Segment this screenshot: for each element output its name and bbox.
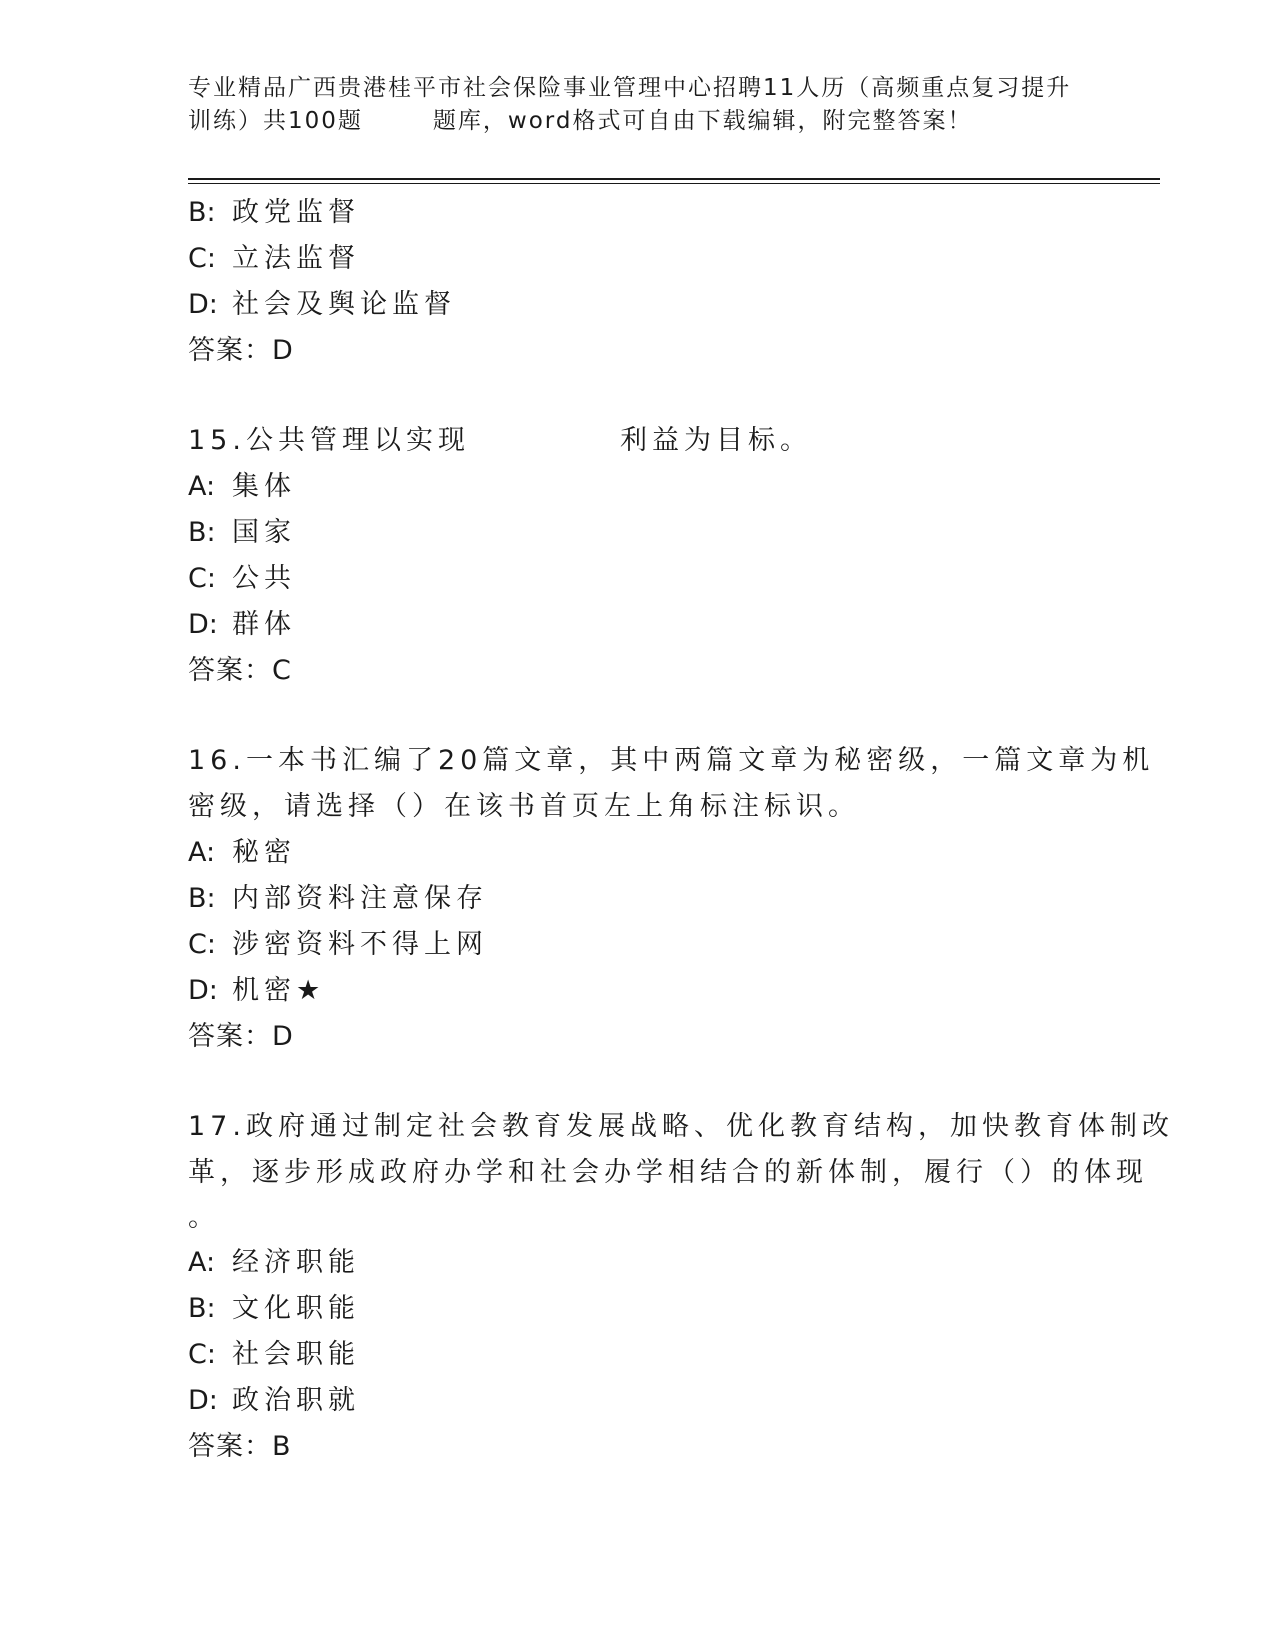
header-rule-thick — [188, 178, 1160, 180]
question-block-17 — [188, 1104, 1174, 1470]
option-text: 集体 — [232, 471, 296, 502]
option-c — [188, 556, 1088, 602]
option-letter: B: — [188, 517, 216, 548]
option-b — [188, 876, 1088, 922]
option-text: 涉密资料不得上网 — [232, 929, 488, 960]
answer-value: C — [272, 655, 291, 686]
answer-line — [188, 1014, 1088, 1060]
question-text-line-3: 。 — [188, 1202, 220, 1233]
header-line-2 — [188, 105, 1088, 138]
option-text: 文化职能 — [232, 1293, 360, 1324]
option-text: 内部资料注意保存 — [232, 883, 488, 914]
option-letter: B: — [188, 1293, 216, 1324]
option-text: 经济职能 — [232, 1247, 360, 1278]
option-text: 社会及舆论监督 — [232, 289, 456, 320]
answer-label: 答案： — [188, 655, 272, 686]
header-line-2-end: 题库，word格式可自由下载编辑，附完整答案！ — [432, 108, 973, 134]
header-rule-thin — [188, 183, 1160, 184]
option-d — [188, 602, 1088, 648]
question-block-15 — [188, 418, 1088, 694]
answer-value: D — [272, 335, 293, 366]
option-text: 立法监督 — [232, 243, 360, 274]
option-letter: C: — [188, 243, 216, 274]
question-text-line-1: 17.政府通过制定社会教育发展战略、优化教育结构，加快教育体制改 — [188, 1111, 1174, 1142]
question-text — [188, 418, 1088, 464]
option-d — [188, 1378, 1088, 1424]
header-line-2-start: 训练）共100题 — [188, 108, 363, 134]
option-a — [188, 830, 1088, 876]
header-line-1: 专业精品广西贵港桂平市社会保险事业管理中心招聘11人历（高频重点复习提升 — [188, 75, 1072, 101]
option-letter: C: — [188, 1339, 216, 1370]
question-list — [188, 190, 1174, 1470]
answer-line — [188, 648, 1088, 694]
option-letter: A: — [188, 837, 216, 868]
option-letter: B: — [188, 883, 216, 914]
option-d — [188, 968, 1088, 1014]
option-a — [188, 464, 1088, 510]
option-b — [188, 510, 1088, 556]
question-text-line-2: 密级，请选择（）在该书首页左上角标注标识。 — [188, 791, 860, 822]
option-text: 社会职能 — [232, 1339, 360, 1370]
option-letter: B: — [188, 197, 216, 228]
option-letter: C: — [188, 929, 216, 960]
answer-value: D — [272, 1021, 293, 1052]
answer-value: B — [272, 1431, 291, 1462]
option-letter: D: — [188, 1385, 218, 1416]
option-text: 机密★ — [232, 975, 326, 1006]
option-text: 国家 — [232, 517, 296, 548]
question-text-line-1: 16.一本书汇编了20篇文章，其中两篇文章为秘密级，一篇文章为机 — [188, 745, 1155, 776]
option-text: 政治职就 — [232, 1385, 360, 1416]
option-a — [188, 1240, 1088, 1286]
option-letter: D: — [188, 609, 218, 640]
option-c — [188, 922, 1088, 968]
option-text: 政党监督 — [232, 197, 360, 228]
question-text-part-2: 利益为目标。 — [619, 425, 812, 456]
option-text: 公共 — [232, 563, 296, 594]
option-letter: D: — [188, 289, 218, 320]
option-letter: A: — [188, 471, 216, 502]
answer-line — [188, 328, 1088, 374]
option-letter: D: — [188, 975, 218, 1006]
option-b — [188, 1286, 1088, 1332]
option-b — [188, 190, 1088, 236]
option-letter: A: — [188, 1247, 216, 1278]
option-text: 秘密 — [232, 837, 296, 868]
option-c — [188, 236, 1088, 282]
answer-label: 答案： — [188, 1021, 272, 1052]
question-block-carryover — [188, 190, 1088, 374]
answer-label: 答案： — [188, 1431, 272, 1462]
option-text: 群体 — [232, 609, 296, 640]
option-letter: C: — [188, 563, 216, 594]
page-header — [188, 72, 1088, 138]
answer-label: 答案： — [188, 335, 272, 366]
answer-line — [188, 1424, 1088, 1470]
question-text-line-2: 革，逐步形成政府办学和社会办学相结合的新体制，履行（）的体现 — [188, 1157, 1148, 1188]
question-text-part-1: 15.公共管理以实现 — [188, 425, 470, 456]
question-block-16 — [188, 738, 1155, 1060]
option-c — [188, 1332, 1088, 1378]
option-d — [188, 282, 1088, 328]
